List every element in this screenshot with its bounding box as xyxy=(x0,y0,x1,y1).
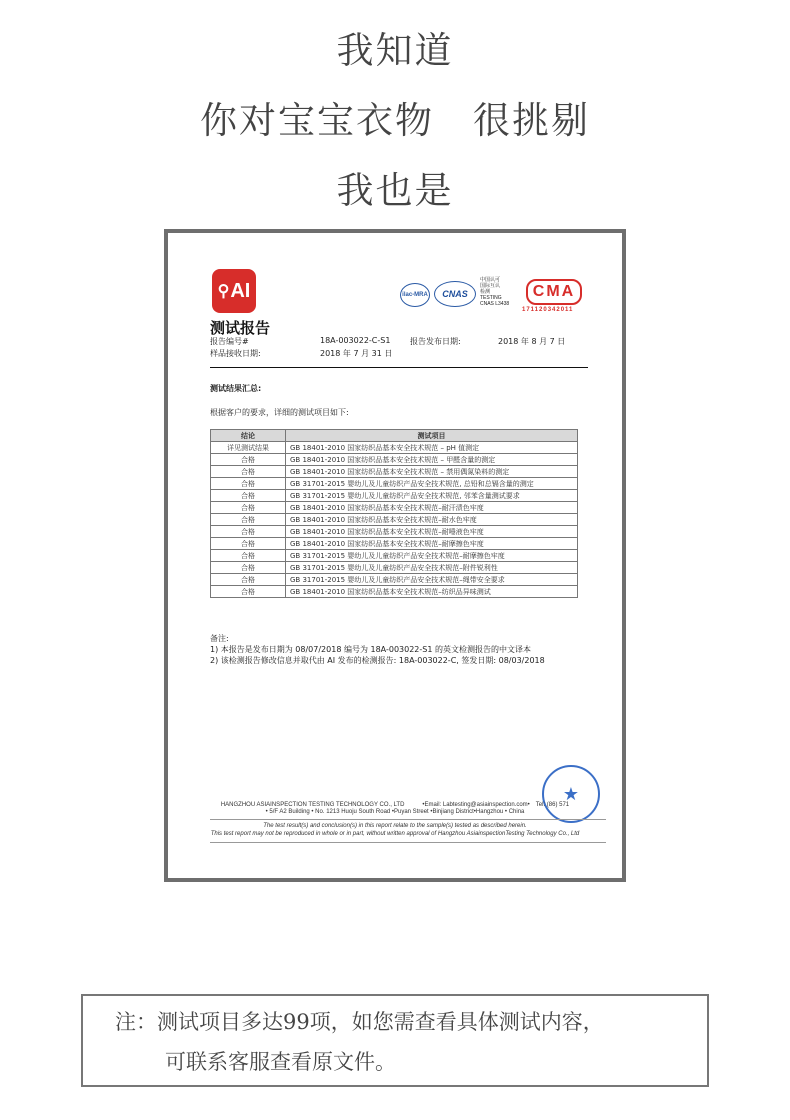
conclusion-cell: 合格 xyxy=(211,526,286,538)
cnas-line: 国际互认 xyxy=(480,283,501,289)
header-test-item: 测试项目 xyxy=(286,430,578,442)
report-title: 测试报告 xyxy=(210,319,271,337)
test-item-cell: GB 18401-2010 国家纺织品基本安全技术规范 – pH 值测定 xyxy=(286,442,578,454)
table-row xyxy=(211,526,578,538)
note-box xyxy=(81,994,709,1087)
table-row xyxy=(211,538,578,550)
intro-text: 根据客户的要求，详细的测试项目如下: xyxy=(210,408,349,417)
table-row xyxy=(211,562,578,574)
table-row xyxy=(211,478,578,490)
table-row xyxy=(211,454,578,466)
test-item-cell: GB 18401-2010 国家纺织品基本安全技术规范–耐汗渍色牢度 xyxy=(286,502,578,514)
report-no-label: 报告编号# xyxy=(210,337,249,346)
cnas-line: CNAS L3438 xyxy=(480,301,510,307)
cnas-accreditation-text xyxy=(480,277,509,307)
report-no: 18A-003022-C-S1 xyxy=(320,336,391,345)
conclusion-cell: 详见测试结果 xyxy=(211,442,286,454)
company-seal-icon: ★ xyxy=(542,765,600,823)
cma-number: 171120342011 xyxy=(522,307,574,313)
header-divider xyxy=(210,367,588,368)
received-label: 样品接收日期: xyxy=(210,349,261,358)
conclusion-cell: 合格 xyxy=(211,550,286,562)
summary-heading: 测试结果汇总: xyxy=(210,384,262,393)
table-row xyxy=(211,586,578,598)
table-row xyxy=(211,550,578,562)
ai-logo xyxy=(212,269,256,313)
test-item-cell: GB 31701-2015 婴幼儿及儿童纺织产品安全技术规范, 邻苯含量测试要求 xyxy=(286,490,578,502)
received-date: 2018 年 7 月 31 日 xyxy=(320,349,393,358)
conclusion-cell: 合格 xyxy=(211,478,286,490)
issue-date: 2018 年 8 月 7 日 xyxy=(498,337,566,346)
test-report-document xyxy=(164,229,626,882)
company-line: HANGZHOU ASIAINSPECTION TESTING TECHNOLOGY CO., LTD •Email: Labtesting@asiainspection.com• Tel: (86) 571 xyxy=(220,802,570,808)
note-line-1: 注：测试项目多达99项，如您需查看具体测试内容， xyxy=(115,1010,604,1034)
issue-date-label: 报告发布日期: xyxy=(410,337,461,346)
ilac-mra-icon: ilac-MRA xyxy=(400,283,430,307)
test-item-cell: GB 18401-2010 国家纺织品基本安全技术规范–耐摩擦色牢度 xyxy=(286,538,578,550)
table-row xyxy=(211,574,578,586)
test-item-cell: GB 31701-2015 婴幼儿及儿童纺织产品安全技术规范–耐摩擦色牢度 xyxy=(286,550,578,562)
header-conclusion: 结论 xyxy=(211,430,286,442)
conclusion-cell: 合格 xyxy=(211,490,286,502)
headline-line-2: 你对宝宝衣物 很挑剔 xyxy=(200,99,590,142)
conclusion-cell: 合格 xyxy=(211,574,286,586)
disclaimer-2: This test report may not be reproduced in whole or in part, without written approval of Hangzhou AsiainspectionTesting Technology Co., Ltd xyxy=(210,831,580,837)
cma-mark: CMA xyxy=(526,279,582,305)
test-item-cell: GB 18401-2010 国家纺织品基本安全技术规范–耐水色牢度 xyxy=(286,514,578,526)
table-row xyxy=(211,490,578,502)
test-item-cell: GB 31701-2015 婴幼儿及儿童纺织产品安全技术规范–附件锐利性 xyxy=(286,562,578,574)
table-row xyxy=(211,466,578,478)
table-header-row xyxy=(211,430,578,442)
note-line-2: 可联系客服查看原文件。 xyxy=(165,1050,396,1074)
cnas-line: TESTING xyxy=(480,295,502,301)
test-item-cell: GB 18401-2010 国家纺织品基本安全技术规范 – 禁用偶氮染料的测定 xyxy=(286,466,578,478)
disclaimer-1: The test result(s) and conclusion(s) in this report relate to the sample(s) tested as described herein. xyxy=(263,823,527,829)
test-item-cell: GB 18401-2010 国家纺织品基本安全技术规范–耐唾液色牢度 xyxy=(286,526,578,538)
remark-2: 2) 该检测报告修改信息并取代由 AI 发布的检测报告: 18A-003022-C, 签发日期: 08/03/2018 xyxy=(210,656,545,665)
conclusion-cell: 合格 xyxy=(211,586,286,598)
cnas-line: 检测 xyxy=(480,289,491,295)
test-item-cell: GB 18401-2010 国家纺织品基本安全技术规范–纺织品异味测试 xyxy=(286,586,578,598)
table-row xyxy=(211,442,578,454)
remarks-label: 备注: xyxy=(210,634,229,643)
test-item-cell: GB 31701-2015 婴幼儿及儿童纺织产品安全技术规范, 总铅和总镉含量的测定 xyxy=(286,478,578,490)
footer-divider xyxy=(210,819,606,820)
conclusion-cell: 合格 xyxy=(211,562,286,574)
logo-text: AI xyxy=(230,279,251,302)
pin-icon: ⚲ xyxy=(217,283,230,300)
test-item-cell: GB 31701-2015 婴幼儿及儿童纺织产品安全技术规范–绳带安全要求 xyxy=(286,574,578,586)
table-row xyxy=(211,514,578,526)
cnas-icon: CNAS xyxy=(434,281,476,307)
address-line: • 5/F A2 Building • No. 1213 Huoju South Road •Puyan Street •Binjiang District•Hangzhou • China xyxy=(265,809,525,815)
conclusion-cell: 合格 xyxy=(211,454,286,466)
test-item-cell: GB 18401-2010 国家纺织品基本安全技术规范 – 甲醛含量的测定 xyxy=(286,454,578,466)
conclusion-cell: 合格 xyxy=(211,514,286,526)
conclusion-cell: 合格 xyxy=(211,466,286,478)
headline-line-1: 我知道 xyxy=(336,29,454,72)
results-table xyxy=(210,429,578,598)
headline-line-3: 我也是 xyxy=(336,169,454,212)
cnas-line: 中国认可 xyxy=(480,277,501,283)
footer-divider xyxy=(210,842,606,843)
conclusion-cell: 合格 xyxy=(211,538,286,550)
conclusion-cell: 合格 xyxy=(211,502,286,514)
remark-1: 1) 本报告是发布日期为 08/07/2018 编号为 18A-003022-S1 的英文检测报告的中文译本 xyxy=(210,645,531,654)
table-row xyxy=(211,502,578,514)
